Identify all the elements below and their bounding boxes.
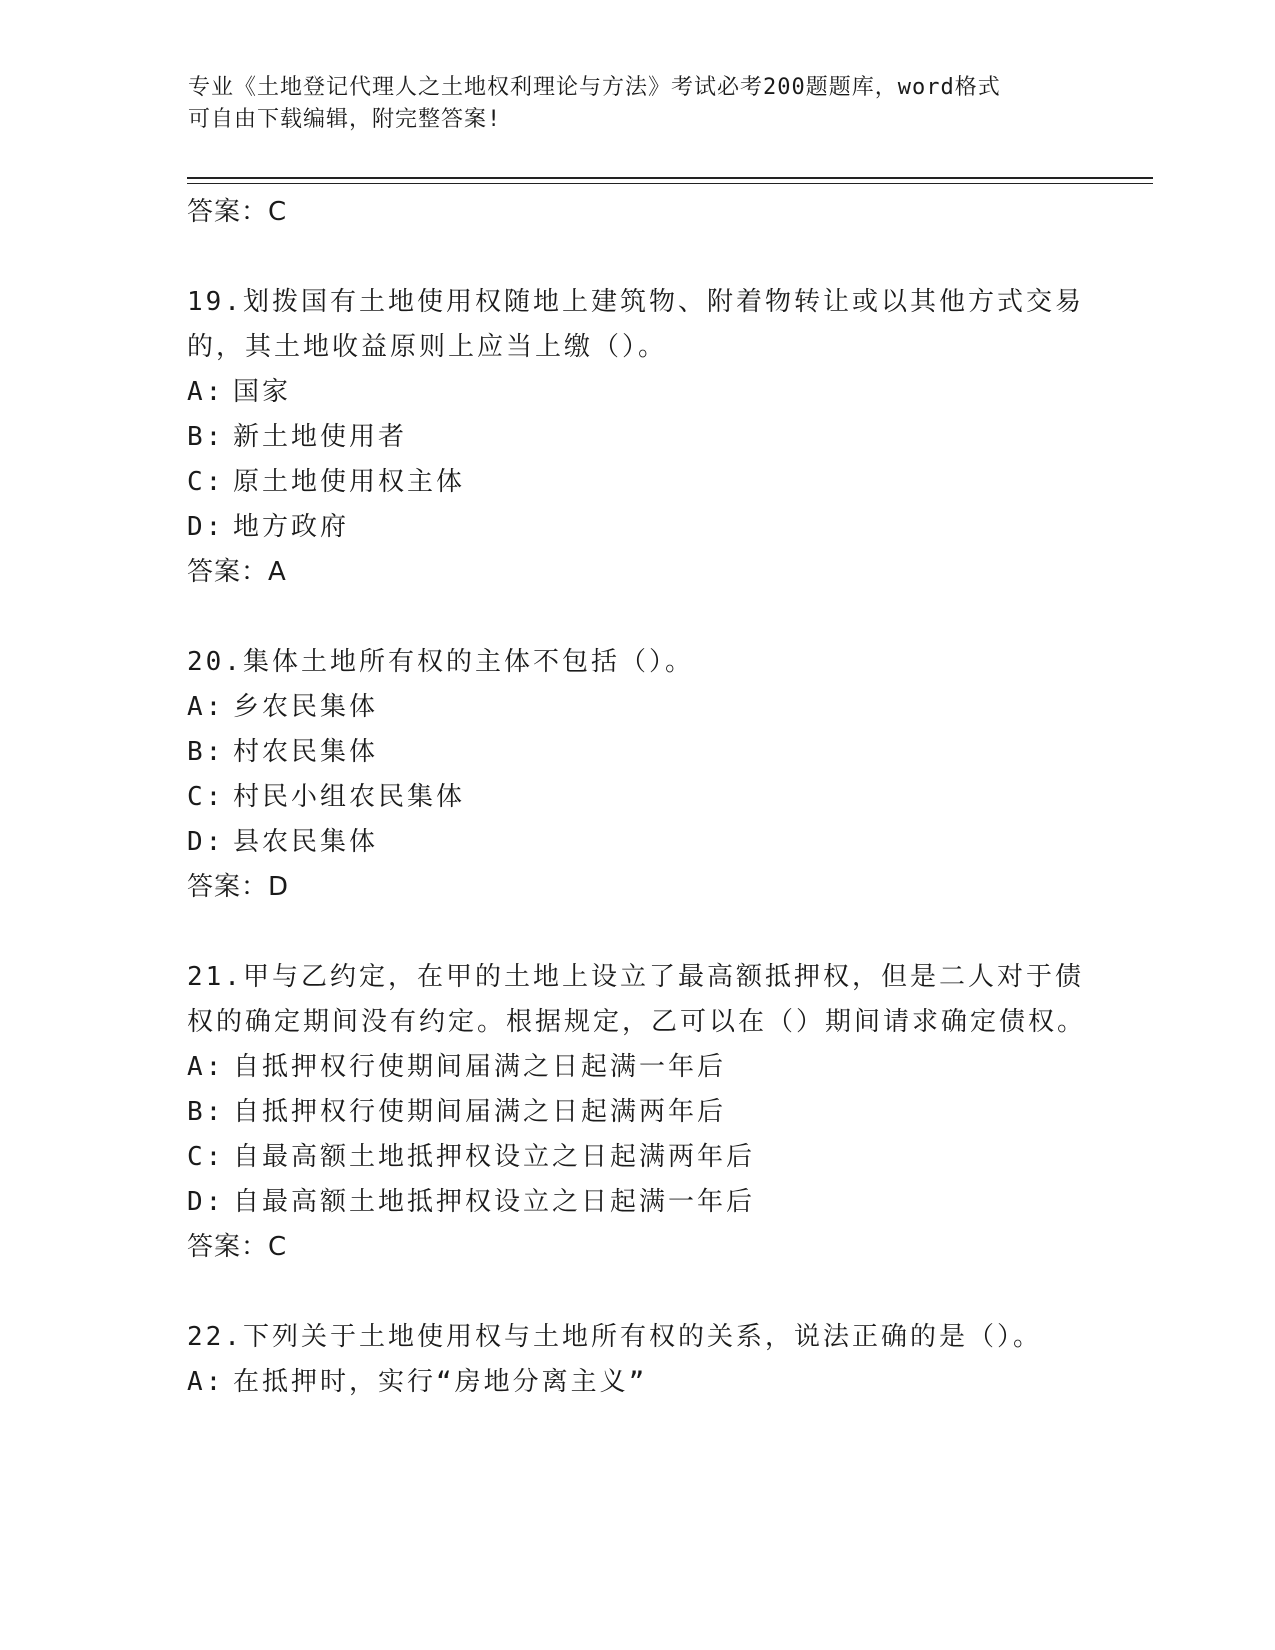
option-text: 县农民集体 (233, 827, 379, 857)
answer-option (187, 775, 1087, 820)
page-header (188, 72, 1088, 136)
question-answer: 答案：C (187, 1232, 288, 1262)
header-divider-thick (187, 177, 1153, 179)
answer-option (187, 1135, 1087, 1180)
option-letter: C: (187, 467, 225, 497)
option-letter: D: (187, 827, 225, 857)
answer-option (187, 685, 1087, 730)
option-letter: D: (187, 512, 225, 542)
header-divider-thin (187, 183, 1153, 184)
answer-option (187, 820, 1087, 865)
option-letter: B: (187, 422, 225, 452)
option-text: 新土地使用者 (233, 422, 408, 452)
answer-option (187, 370, 1087, 415)
option-letter: B: (187, 737, 225, 767)
option-letter: D: (187, 1187, 225, 1217)
option-text: 村民小组农民集体 (233, 782, 466, 812)
answer-option (187, 730, 1087, 775)
question-stem: 21.甲与乙约定，在甲的土地上设立了最高额抵押权，但是二人对于债权的确定期间没有约定。根据规定，乙可以在（）期间请求确定债权。 (187, 962, 1087, 1037)
option-text: 村农民集体 (233, 737, 379, 767)
option-text: 原土地使用权主体 (233, 467, 466, 497)
question-list (187, 190, 1087, 1405)
option-text: 国家 (233, 377, 292, 407)
answer-option (187, 1090, 1087, 1135)
question-block (187, 640, 1087, 910)
answer-option (187, 505, 1087, 550)
question-answer: 答案：A (187, 557, 287, 587)
option-letter: A: (187, 692, 225, 722)
question-stem: 20.集体土地所有权的主体不包括（）。 (187, 647, 694, 677)
option-letter: B: (187, 1097, 225, 1127)
option-text: 自抵押权行使期间届满之日起满两年后 (233, 1097, 727, 1127)
answer-option (187, 1360, 1087, 1405)
question-stem: 22.下列关于土地使用权与土地所有权的关系，说法正确的是（）。 (187, 1322, 1042, 1352)
option-letter: A: (187, 1367, 225, 1397)
option-letter: A: (187, 377, 225, 407)
option-text: 在抵押时，实行“房地分离主义” (233, 1367, 648, 1397)
answer-option (187, 1180, 1087, 1225)
option-letter: C: (187, 782, 225, 812)
answer-option (187, 460, 1087, 505)
answer-option (187, 415, 1087, 460)
question-block (187, 280, 1087, 595)
question-block (187, 1315, 1087, 1405)
question-stem: 19.划拨国有土地使用权随地上建筑物、附着物转让或以其他方式交易的，其土地收益原则上应当上缴（）。 (187, 287, 1084, 362)
option-text: 自最高额土地抵押权设立之日起满一年后 (233, 1187, 756, 1217)
option-text: 地方政府 (233, 512, 350, 542)
questions-container (187, 280, 1087, 1405)
option-text: 乡农民集体 (233, 692, 379, 722)
header-line-1: 专业《土地登记代理人之土地权利理论与方法》考试必考200题题库，word格式 (188, 75, 1001, 100)
question-block (187, 955, 1087, 1270)
previous-answer: 答案：C (187, 197, 288, 227)
option-letter: A: (187, 1052, 225, 1082)
option-text: 自最高额土地抵押权设立之日起满两年后 (233, 1142, 756, 1172)
question-answer: 答案：D (187, 872, 290, 902)
answer-option (187, 1045, 1087, 1090)
header-line-2: 可自由下载编辑，附完整答案! (188, 107, 502, 132)
option-text: 自抵押权行使期间届满之日起满一年后 (233, 1052, 727, 1082)
option-letter: C: (187, 1142, 225, 1172)
